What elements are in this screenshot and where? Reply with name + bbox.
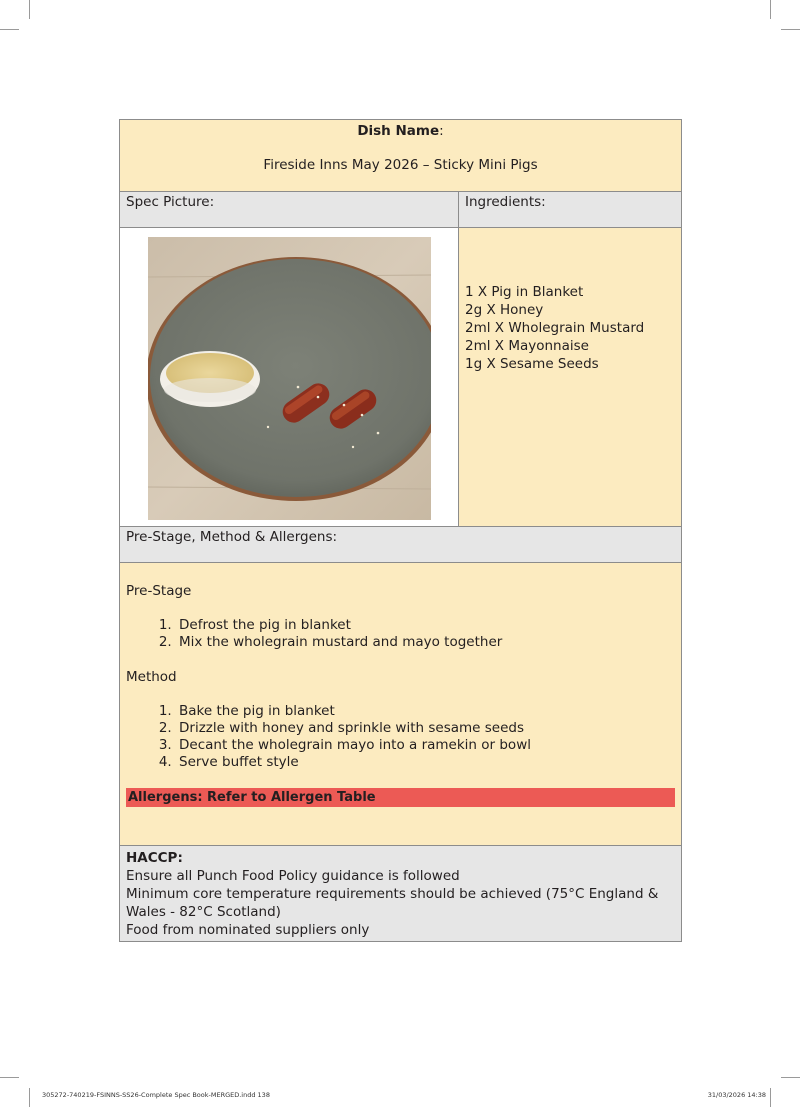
haccp-heading: HACCP: bbox=[126, 850, 183, 866]
pre-stage-steps bbox=[126, 617, 675, 651]
allergens-bar: Allergens: Refer to Allergen Table bbox=[126, 788, 675, 807]
method-steps bbox=[126, 703, 675, 771]
crop-mark bbox=[0, 29, 19, 30]
method-step: 1. Bake the pig in blanket bbox=[176, 703, 675, 720]
dish-name-cell bbox=[120, 120, 682, 192]
dish-name-colon: : bbox=[439, 123, 444, 139]
dish-name: Fireside Inns May 2026 – Sticky Mini Pigs bbox=[263, 157, 538, 173]
crop-mark bbox=[29, 0, 30, 19]
ingredients-list bbox=[465, 283, 681, 373]
spec-picture-header bbox=[120, 192, 459, 228]
dish-name-label: Dish Name bbox=[357, 123, 440, 139]
crop-mark bbox=[0, 1077, 19, 1078]
crop-mark bbox=[770, 0, 771, 19]
ingredient-item: 1g X Sesame Seeds bbox=[465, 356, 599, 372]
ingredients-cell bbox=[459, 228, 682, 527]
haccp-cell bbox=[120, 846, 682, 942]
method-step: 3. Decant the wholegrain mayo into a ramekin or bowl bbox=[176, 737, 675, 754]
method-step: 2. Drizzle with honey and sprinkle with sesame seeds bbox=[176, 720, 675, 737]
method-label: Pre-Stage, Method & Allergens: bbox=[126, 529, 338, 545]
method-header bbox=[120, 527, 682, 563]
crop-mark bbox=[781, 1077, 800, 1078]
ingredients-label: Ingredients: bbox=[465, 194, 546, 210]
haccp-line: Ensure all Punch Food Policy guidance is followed bbox=[126, 868, 460, 884]
pre-stage-heading: Pre-Stage bbox=[126, 583, 192, 599]
ingredients-header bbox=[459, 192, 682, 228]
method-step: 4. Serve buffet style bbox=[176, 754, 675, 771]
footer-timestamp: 31/03/2026 14:38 bbox=[707, 1091, 766, 1099]
dish-photo bbox=[148, 237, 431, 520]
ingredient-item: 1 X Pig in Blanket bbox=[465, 284, 584, 300]
ingredient-item: 2ml X Wholegrain Mustard bbox=[465, 320, 645, 336]
haccp-line: Minimum core temperature requirements should be achieved (75°C England & Wales - 82°C Scotland) bbox=[126, 886, 659, 920]
crop-mark bbox=[770, 1088, 771, 1107]
method-heading: Method bbox=[126, 669, 177, 685]
haccp-line: Food from nominated suppliers only bbox=[126, 922, 370, 938]
ingredient-item: 2g X Honey bbox=[465, 302, 544, 318]
crop-mark bbox=[781, 29, 800, 30]
dish-name-heading bbox=[120, 123, 681, 139]
footer-file-info: 305272-740219-FSINNS-SS26-Complete Spec Book-MERGED.indd 138 bbox=[42, 1091, 270, 1099]
spec-picture-cell bbox=[120, 228, 459, 527]
ingredient-item: 2ml X Mayonnaise bbox=[465, 338, 589, 354]
spec-sheet-table bbox=[119, 119, 682, 942]
crop-mark bbox=[29, 1088, 30, 1107]
pre-stage-step: 2. Mix the wholegrain mustard and mayo together bbox=[176, 634, 675, 651]
method-cell bbox=[120, 563, 682, 846]
spec-picture-label: Spec Picture: bbox=[126, 194, 215, 210]
pre-stage-step: 1. Defrost the pig in blanket bbox=[176, 617, 675, 634]
